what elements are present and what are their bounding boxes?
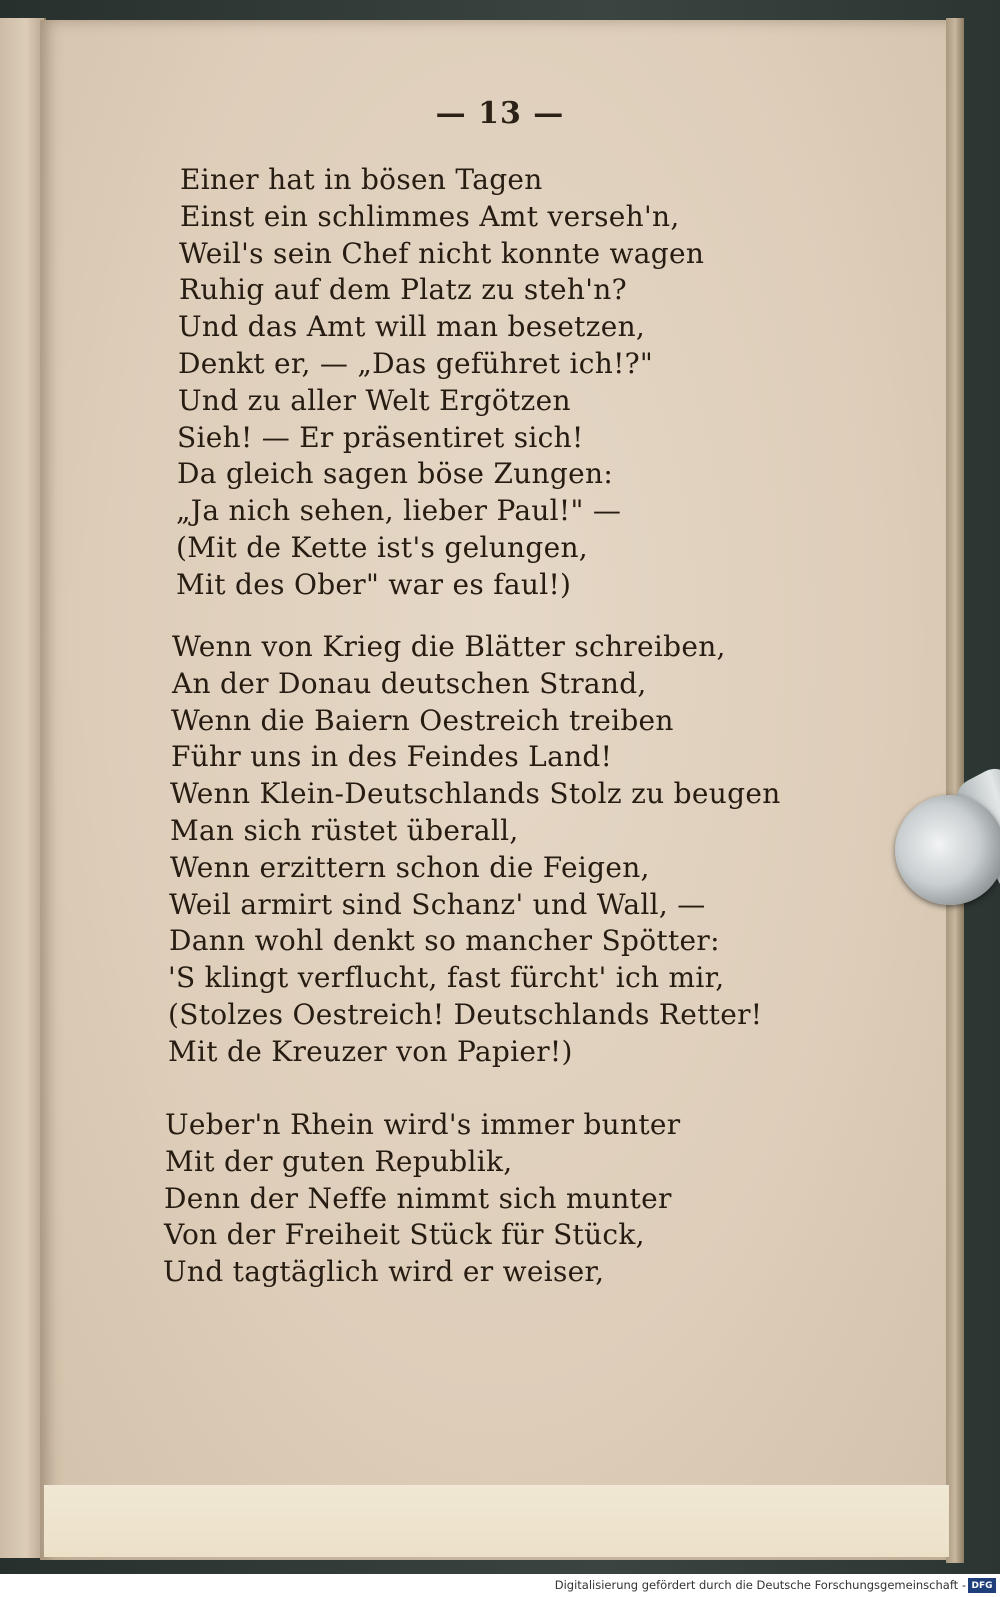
page-clip [895,795,1000,905]
poem-line: Man sich rüstet überall, [170,814,519,847]
poem-line: „Ja nich sehen, lieber Paul!" — [176,494,622,528]
poem-line: (Stolzes Oestreich! Deutschlands Retter! [168,998,763,1031]
poem-line: Und zu aller Welt Ergötzen [178,383,571,417]
poem-line: 'S klingt verflucht, fast fürcht' ich mir, [168,961,725,995]
poem-line: Ruhig auf dem Platz zu steh'n? [179,273,627,307]
poem-line: Einer hat in bösen Tagen [180,163,543,196]
poem-line: Weil armirt sind Schanz' und Wall, — [169,887,706,921]
poem-line: Und tagtäglich wird er weiser, [163,1255,605,1289]
poem-line: Mit de Kreuzer von Papier!) [168,1034,573,1068]
poem-line: Wenn von Krieg die Blätter schreiben, [172,630,726,663]
poem-line: Dann wohl denkt so mancher Spötter: [169,924,720,958]
poem-line: (Mit de Kette ist's gelungen, [176,531,588,564]
poem-line: Weil's sein Chef nicht konnte wagen [179,236,705,270]
poem-line: Mit der guten Republik, [165,1144,513,1178]
poem-line: An der Donau deutschen Strand, [172,666,647,700]
poem-line: Führ uns in des Feindes Land! [171,740,613,774]
poem-line: Und das Amt will man besetzen, [178,310,646,344]
poem-line: Einst ein schlimmes Amt verseh'n, [180,199,680,233]
poem-line: Denn der Neffe nimmt sich munter [164,1181,672,1215]
poem-line: Mit des Ober" war es faul!) [176,567,572,601]
dfg-logo: DFG [968,1578,996,1593]
poem-line: Von der Freiheit Stück für Stück, [164,1218,645,1252]
page-number: — 13 — [435,96,565,131]
poem-line: Wenn Klein-Deutschlands Stolz zu beugen [170,777,781,811]
poem-line: Ueber'n Rhein wird's immer bunter [165,1108,681,1141]
poem-line: Wenn die Baiern Oestreich treiben [171,703,674,737]
poem-line: Denkt er, — „Das geführet ich!?" [178,347,654,380]
poem-line: Sieh! — Er präsentiret sich! [177,420,584,454]
digitization-credit: Digitalisierung gefördert durch die Deutsche Forschungsgemeinschaft - [554,1578,966,1592]
poem-line: Wenn erzittern schon die Feigen, [170,850,650,884]
poem-line: Da gleich sagen böse Zungen: [177,457,614,491]
